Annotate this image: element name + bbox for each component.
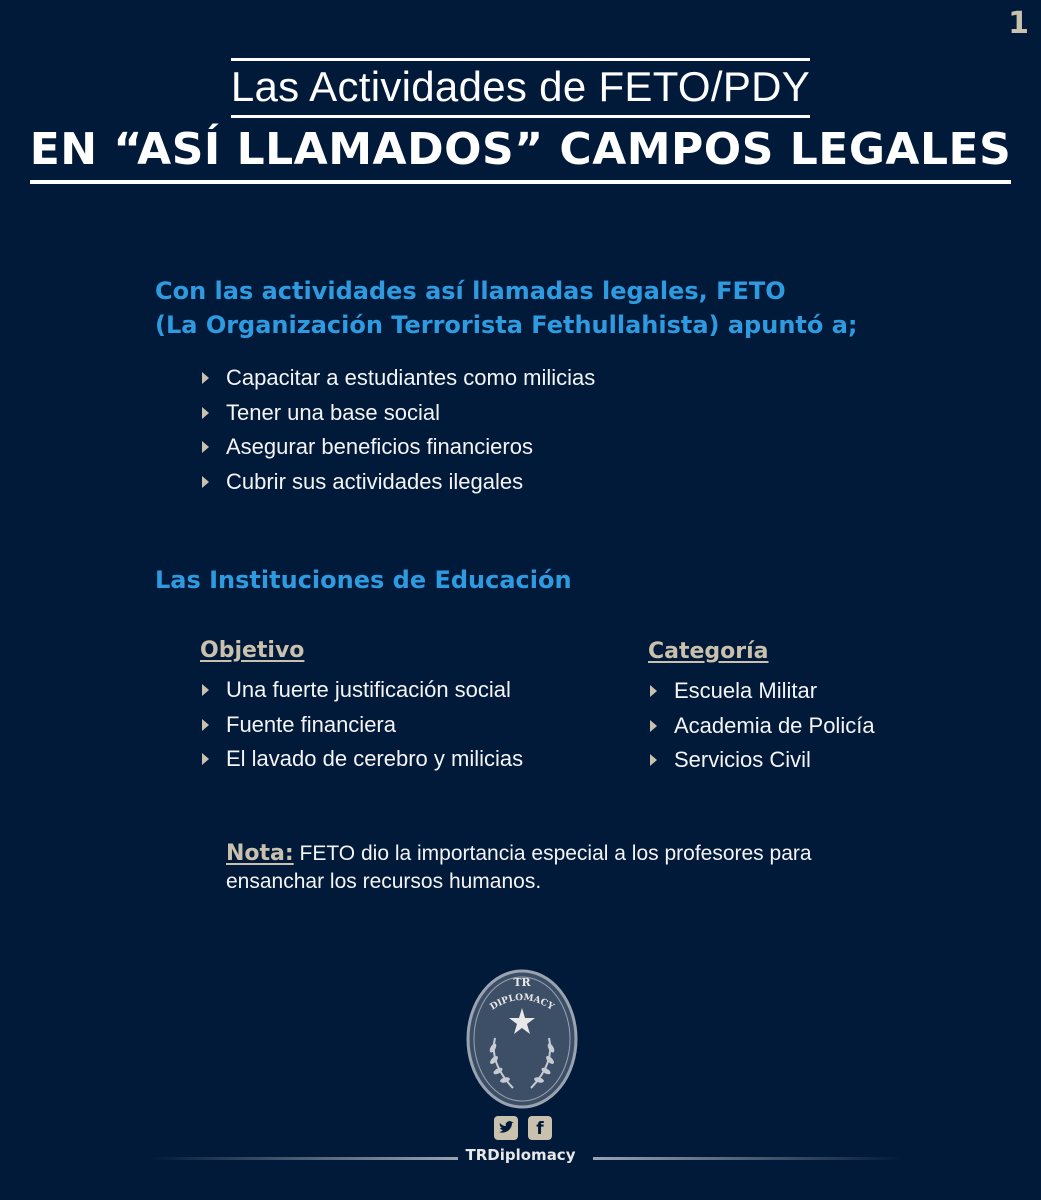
title-block xyxy=(0,58,1041,184)
intro-line-2: (La Organización Terrorista Fethullahista) apuntó a; xyxy=(155,311,858,339)
list-item: Una fuerte justificación social xyxy=(200,673,523,708)
list-item: Tener una base social xyxy=(200,396,595,431)
footer-handle: TRDiplomacy xyxy=(465,1146,576,1164)
arrow-bullet-icon xyxy=(202,476,209,488)
category-heading: Categoría xyxy=(648,639,769,664)
objective-column xyxy=(200,638,523,777)
intro-heading xyxy=(155,274,955,342)
list-item: Capacitar a estudiantes como milicias xyxy=(200,361,595,396)
title-line-2: EN “ASÍ LLAMADOS” CAMPOS LEGALES xyxy=(30,126,1012,184)
list-item: Escuela Militar xyxy=(648,674,875,709)
arrow-bullet-icon xyxy=(650,754,657,766)
arrow-bullet-icon xyxy=(202,372,209,384)
objective-heading: Objetivo xyxy=(200,638,305,663)
logo-tr-text: TR xyxy=(513,976,531,989)
note xyxy=(226,840,866,896)
social-icons xyxy=(494,1116,552,1140)
aims-list xyxy=(200,361,595,499)
list-item: Cubrir sus actividades ilegales xyxy=(200,465,595,500)
title-line-1: Las Actividades de FETO/PDY xyxy=(231,58,810,118)
education-heading: Las Instituciones de Educación xyxy=(155,566,572,594)
twitter-icon[interactable] xyxy=(494,1116,518,1140)
trdiplomacy-logo xyxy=(465,968,579,1110)
list-item: El lavado de cerebro y milicias xyxy=(200,742,523,777)
intro-line-1: Con las actividades así llamadas legales, FETO xyxy=(155,277,786,305)
arrow-bullet-icon xyxy=(202,719,209,731)
note-label: Nota: xyxy=(226,841,294,866)
arrow-bullet-icon xyxy=(650,720,657,732)
arrow-bullet-icon xyxy=(202,441,209,453)
list-item: Asegurar beneficios financieros xyxy=(200,430,595,465)
objective-list xyxy=(200,673,523,777)
arrow-bullet-icon xyxy=(202,684,209,696)
note-text: FETO dio la importancia especial a los profesores para ensanchar los recursos humanos. xyxy=(226,842,812,893)
arrow-bullet-icon xyxy=(202,407,209,419)
page-number: 1 xyxy=(1008,6,1029,41)
list-item: Fuente financiera xyxy=(200,708,523,743)
category-list xyxy=(648,674,875,778)
logo-arc-text: DIPLOMACY xyxy=(488,992,556,1013)
arrow-bullet-icon xyxy=(650,685,657,697)
facebook-icon[interactable]: f xyxy=(528,1116,552,1140)
arrow-bullet-icon xyxy=(202,753,209,765)
category-column xyxy=(648,639,875,778)
list-item: Academia de Policía xyxy=(648,709,875,744)
list-item: Servicios Civil xyxy=(648,743,875,778)
